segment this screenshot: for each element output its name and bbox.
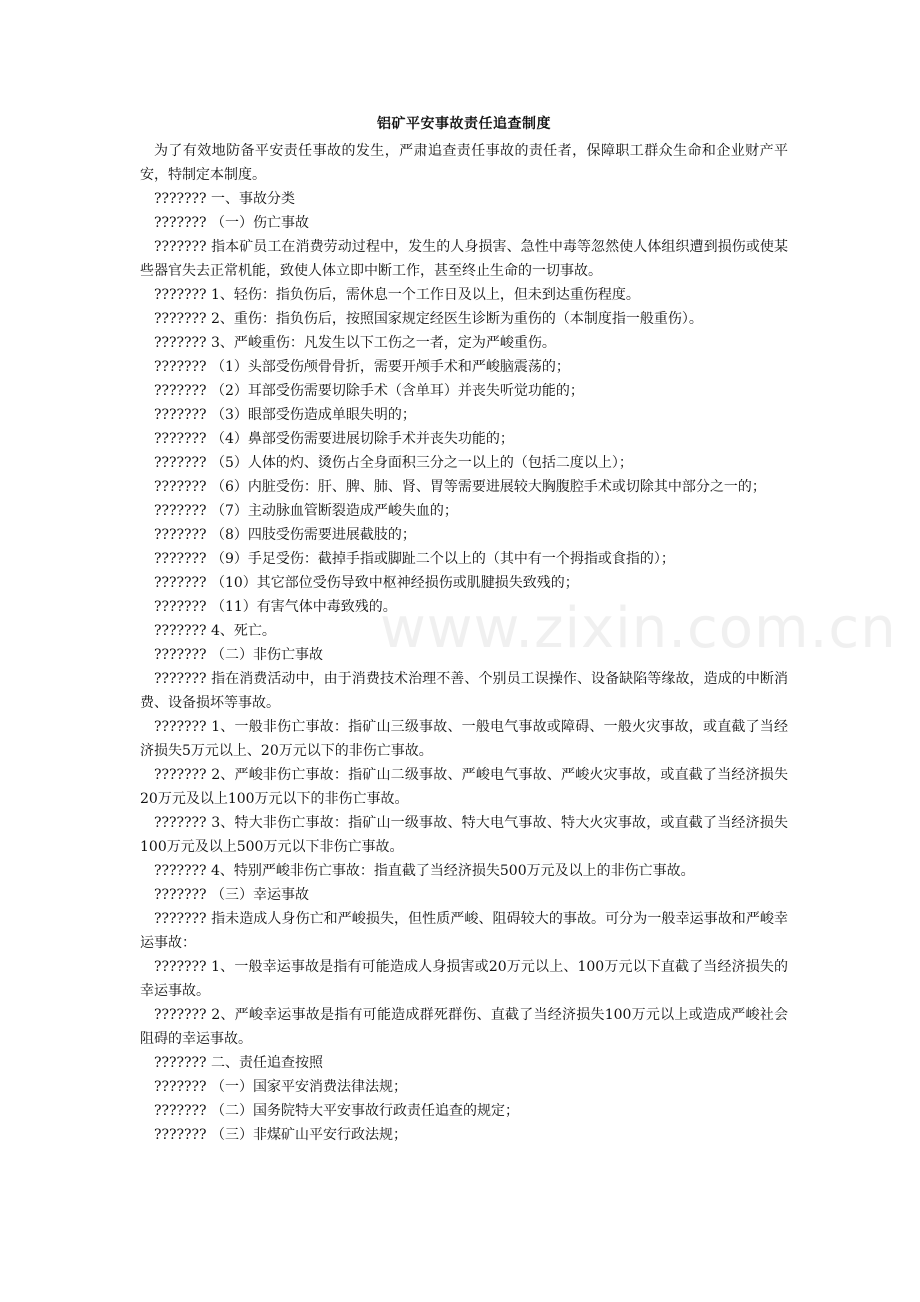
paragraph: ??????? （1）头部受伤颅骨骨折，需要开颅手术和严峻脑震荡的；: [154, 359, 570, 375]
paragraph: ??????? （二）非伤亡事故: [154, 647, 323, 663]
paragraph: ??????? （10）其它部位受伤导致中枢神经损伤或肌腱损失致残的；: [154, 575, 579, 591]
paragraph: ??????? 指未造成人身伤亡和严峻损失，但性质严峻、阻碍较大的事故。可分为一般幸运事故和严峻幸运事故：: [140, 911, 788, 951]
watermark: www.zixin.com.cn: [380, 596, 897, 661]
paragraph: ??????? 2、严峻幸运事故是指有可能造成群死群伤、直截了当经济损失100万元以上或造成严峻社会阻碍的幸运事故。: [140, 1007, 788, 1047]
paragraph: ??????? 2、严峻非伤亡事故：指矿山二级事故、严峻电气事故、严峻火灾事故，或直截了当经济损失20万元及以上100万元以下的非伤亡事故。: [140, 767, 788, 807]
paragraph: ??????? 指在消费活动中，由于消费技术治理不善、个别员工误操作、设备缺陷等缘故，造成的中断消费、设备损坏等事故。: [140, 671, 788, 711]
paragraph: ??????? （三）非煤矿山平安行政法规；: [154, 1127, 407, 1143]
paragraph: ??????? （三）幸运事故: [154, 887, 309, 903]
paragraph: ??????? 二、责任追查按照: [154, 1055, 323, 1071]
paragraph: ??????? （3）眼部受伤造成单眼失明的；: [154, 407, 416, 423]
paragraph: ??????? （6）内脏受伤：肝、脾、肺、肾、胃等需要进展较大胸腹腔手术或切除其中部分之一的；: [154, 479, 766, 495]
paragraph: ??????? 4、特别严峻非伤亡事故：指直截了当经济损失500万元及以上的非伤亡事故。: [154, 863, 695, 879]
paragraph: ??????? 3、特大非伤亡事故：指矿山一级事故、特大电气事故、特大火灾事故，或直截了当经济损失100万元及以上500万元以下非伤亡事故。: [140, 815, 788, 855]
paragraph: ??????? 1、一般幸运事故是指有可能造成人身损害或20万元以上、100万元以下直截了当经济损失的幸运事故。: [140, 959, 788, 999]
paragraph: ??????? 3、严峻重伤：凡发生以下工伤之一者，定为严峻重伤。: [154, 335, 556, 351]
document-title: 铝矿平安事故责任追查制度: [377, 116, 551, 132]
document-body: [140, 139, 788, 1147]
paragraph: ??????? 指本矿员工在消费劳动过程中，发生的人身损害、急性中毒等忽然使人体组织遭到损伤或使某些器官失去正常机能，致使人体立即中断工作，甚至终止生命的一切事故。: [140, 239, 788, 279]
paragraph: ??????? （7）主动脉血管断裂造成严峻失血的；: [154, 503, 458, 519]
paragraph: ??????? 1、一般非伤亡事故：指矿山三级事故、一般电气事故或障碍、一般火灾事故，或直截了当经济损失5万元以上、20万元以下的非伤亡事故。: [140, 719, 788, 759]
document-page: [140, 112, 788, 1147]
paragraph: ??????? （2）耳部受伤需要切除手术（含单耳）并丧失听觉功能的；: [154, 383, 584, 399]
paragraph: ??????? （11）有害气体中毒致残的。: [154, 599, 397, 615]
paragraph: ??????? 一、事故分类: [154, 191, 295, 207]
paragraph: ??????? （二）国务院特大平安事故行政责任追查的规定；: [154, 1103, 519, 1119]
paragraph: ??????? 4、死亡。: [154, 623, 276, 639]
paragraph: ??????? （8）四肢受伤需要进展截肢的；: [154, 527, 416, 543]
paragraph: ??????? （5）人体的灼、烫伤占全身面积三分之一以上的（包括二度以上）；: [154, 455, 633, 471]
paragraph: ??????? （4）鼻部受伤需要进展切除手术并丧失功能的；: [154, 431, 514, 447]
paragraph: ??????? （一）国家平安消费法律法规；: [154, 1079, 407, 1095]
paragraph: ??????? （一）伤亡事故: [154, 215, 309, 231]
paragraph: ??????? （9）手足受伤：截掉手指或脚趾二个以上的（其中有一个拇指或食指的）；: [154, 551, 675, 567]
paragraph: 为了有效地防备平安责任事故的发生，严肃追查责任事故的责任者，保障职工群众生命和企业财产平安，特制定本制度。: [140, 143, 788, 183]
paragraph: ??????? 2、重伤：指负伤后，按照国家规定经医生诊断为重伤的（本制度指一般重伤）。: [154, 311, 703, 327]
paragraph: ??????? 1、轻伤：指负伤后，需休息一个工作日及以上，但未到达重伤程度。: [154, 287, 640, 303]
